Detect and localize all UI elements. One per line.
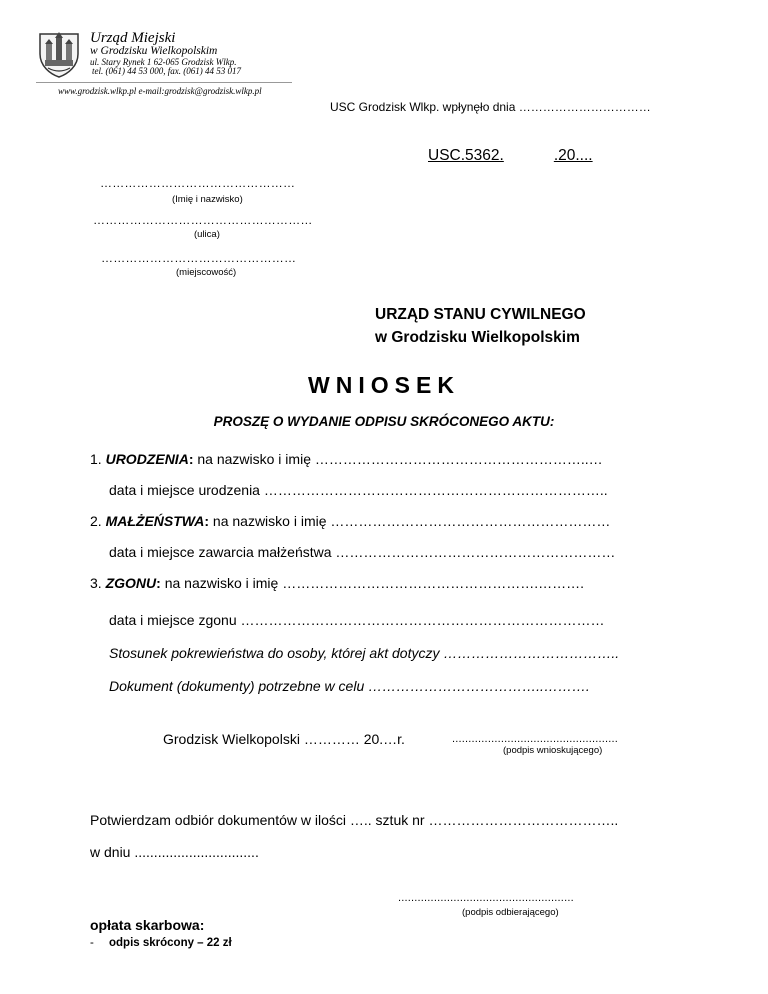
receiver-signature-caption: (podpis odbierającego) — [462, 907, 559, 918]
item-death-label: ZGONU — [105, 575, 157, 591]
receiver-signature-field[interactable]: ...................................................... — [398, 892, 574, 904]
office-address: ul. Stary Rynek 1 62-065 Grodzisk Wlkp. — [90, 57, 237, 67]
relationship-field[interactable]: Stosunek pokrewieństwa do osoby, której akt dotyczy ……………………………….. — [109, 645, 620, 661]
city-caption: (miejscowość) — [176, 267, 237, 278]
receipt-date-field[interactable]: w dniu ................................ — [90, 844, 259, 860]
office-name: Urząd Miejski — [90, 30, 176, 46]
city-field[interactable]: ………………………………………… — [101, 251, 297, 265]
item-death[interactable] — [90, 575, 584, 591]
name-caption: (Imię i nazwisko) — [172, 194, 243, 205]
item-marriage-colon: : — [204, 513, 210, 529]
item-birth-label: URODZENIA — [105, 451, 189, 467]
item-marriage-detail[interactable]: data i miejsce zawarcia małżeństwa …………………………………………………… — [109, 544, 616, 560]
case-number — [428, 147, 593, 165]
document-subtitle: PROSZĘ O WYDANIE ODPISU SKRÓCONEGO AKTU: — [213, 414, 555, 429]
case-number-prefix: USC.5362. — [428, 147, 504, 164]
item-marriage-name-field: na nazwisko i imię …………………………………………………… — [209, 513, 611, 529]
applicant-signature-caption: (podpis wnioskującego) — [503, 745, 603, 756]
item-birth-detail[interactable]: data i miejsce urodzenia ……………………………………………………………….. — [109, 482, 608, 498]
item-death-name-field: na nazwisko i imię ……………………………………………….………. — [160, 575, 584, 591]
item-death-detail[interactable]: data i miejsce zgonu …………………………………………………………………… — [109, 612, 605, 628]
street-caption: (ulica) — [194, 229, 220, 240]
office-web-email: www.grodzisk.wlkp.pl e-mail:grodzisk@grodzisk.wlkp.pl — [58, 86, 262, 96]
office-location: w Grodzisku Wielkopolskim — [90, 45, 218, 57]
item-marriage[interactable] — [90, 513, 610, 529]
fee-item: odpis skrócony – 22 zł — [109, 937, 232, 949]
coat-of-arms-icon — [36, 30, 82, 78]
item-birth-name-field: na nazwisko i imię …………………………………………………..… — [193, 451, 603, 467]
item-birth-colon: : — [188, 451, 194, 467]
fee-bullet: - — [90, 937, 94, 949]
received-date-line: USC Grodzisk Wlkp. wpłynęło dnia …………………………… — [330, 100, 651, 114]
fee-title: opłata skarbowa: — [90, 917, 205, 933]
item-death-colon: : — [156, 575, 161, 591]
street-field[interactable]: ……………………………………………… — [93, 213, 313, 227]
addressee — [375, 303, 586, 349]
header-divider — [36, 82, 292, 83]
item-birth[interactable] — [90, 451, 603, 467]
addressee-line-1: URZĄD STANU CYWILNEGO — [375, 306, 586, 323]
item-marriage-number: 2. — [90, 513, 106, 529]
office-phone: tel. (061) 44 53 000, fax. (061) 44 53 017 — [92, 66, 241, 76]
applicant-signature-field[interactable]: ................................................... — [452, 733, 619, 745]
item-marriage-label: MAŁŻEŃSTWA — [105, 513, 205, 529]
item-birth-number: 1. — [90, 451, 106, 467]
name-field[interactable]: ………………………………………… — [100, 176, 296, 190]
addressee-line-2: w Grodzisku Wielkopolskim — [375, 329, 580, 346]
receipt-confirmation[interactable]: Potwierdzam odbiór dokumentów w ilości ….. sztuk nr ………………………………….. — [90, 812, 619, 828]
place-date-field[interactable]: Grodzisk Wielkopolski ………… 20.…r. — [163, 731, 405, 747]
document-title: WNIOSEK — [308, 372, 460, 398]
item-death-number: 3. — [90, 575, 106, 591]
case-number-year: .20.... — [553, 147, 593, 164]
purpose-field[interactable]: Dokument (dokumenty) potrzebne w celu ………………………………..………. — [109, 678, 590, 694]
